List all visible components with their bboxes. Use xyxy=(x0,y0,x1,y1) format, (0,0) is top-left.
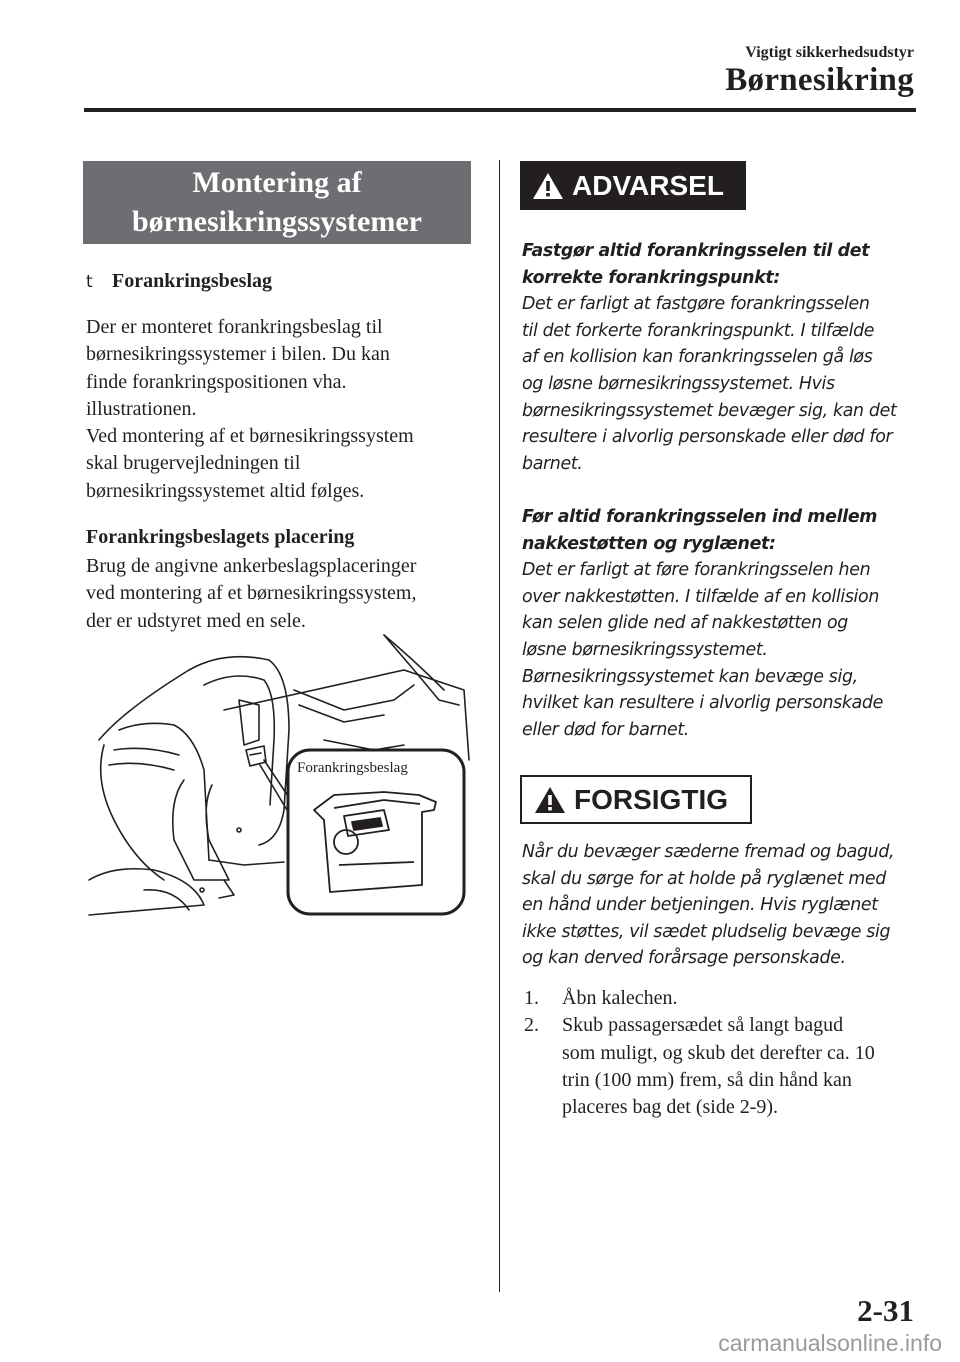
text-line: eller død for barnet. xyxy=(522,719,689,740)
warning-heading-line: korrekte forankringspunkt: xyxy=(522,267,781,288)
text-line: Det er farligt at fastgøre forankringsselen xyxy=(522,294,870,315)
text-line: af en kollision kan forankringsselen gå løs xyxy=(522,347,873,368)
text-line: Ved montering af et børnesikringssystem xyxy=(86,425,414,448)
text-line: placeres bag det (side 2-9). xyxy=(562,1096,779,1119)
warning-block-2 xyxy=(522,504,922,743)
step-number: 1. xyxy=(524,987,539,1009)
warning-badge xyxy=(520,161,746,210)
text-line: Der er monteret forankringsbeslag til xyxy=(86,316,383,338)
text-line: en hånd under betjeningen. Hvis ryglænet xyxy=(522,895,878,916)
warning-label: ADVARSEL xyxy=(572,169,724,201)
text-line: der er udstyret med en sele. xyxy=(86,609,306,632)
text-line: ved montering af et børnesikringssystem, xyxy=(86,582,417,605)
text-line: skal brugervejledningen til xyxy=(86,452,301,475)
bullet-heading-text: Forankringsbeslag xyxy=(112,270,273,292)
text-line: og løsne børnesikringssystemet. Hvis xyxy=(522,373,835,394)
text-line: kan selen glide ned af nakkestøtten og xyxy=(522,613,848,634)
warning-heading-line: nakkestøtten og ryglænet: xyxy=(522,533,776,554)
header-chapter-title: Børnesikring xyxy=(725,62,914,98)
text-line: Når du bevæger sæderne fremad og bagud, xyxy=(522,842,895,862)
bullet-mark: t xyxy=(86,272,93,292)
warning-triangle-icon xyxy=(532,172,564,200)
warning-block-1 xyxy=(522,238,922,477)
text-line: løsne børnesikringssystemet. xyxy=(522,639,768,660)
header-section-title: Vigtigt sikkerhedsudstyr xyxy=(745,44,914,61)
list-item xyxy=(524,985,924,1012)
text-line: over nakkestøtten. I tilfælde af en kollision xyxy=(522,586,879,607)
caution-badge xyxy=(520,775,752,824)
seat-illustration xyxy=(84,630,476,920)
section-title-line2: børnesikringssystemer xyxy=(132,205,422,238)
text-line: Det er farligt at føre forankringsselen hen xyxy=(522,560,871,581)
column-divider xyxy=(499,160,500,1292)
paragraph-intro xyxy=(86,314,486,505)
paragraph-placement xyxy=(86,553,486,635)
callout-label: Forankringsbeslag xyxy=(297,760,408,776)
bullet-heading xyxy=(86,270,272,293)
caution-text xyxy=(522,839,922,972)
text-line: illustrationen. xyxy=(86,397,197,420)
text-line: til det forkerte forankringspunkt. I tilfælde xyxy=(522,320,875,341)
text-line: Brug de angivne ankerbeslagsplaceringer xyxy=(86,555,417,577)
text-line: ikke støttes, vil sædet pludselig bevæge sig xyxy=(522,921,891,942)
seat-drawing xyxy=(84,630,476,920)
text-line: barnet. xyxy=(522,453,583,474)
caution-label: FORSIGTIG xyxy=(574,783,728,815)
text-line: resultere i alvorlig personskade eller død for xyxy=(522,427,893,448)
warning-heading-line: Før altid forankringsselen ind mellem xyxy=(522,507,878,527)
subheading: Forankringsbeslagets placering xyxy=(86,526,355,548)
text-line: og kan derved forårsage personskade. xyxy=(522,948,846,969)
text-line: Børnesikringssystemet kan bevæge sig, xyxy=(522,666,858,687)
text-line: Åbn kalechen. xyxy=(562,987,678,1009)
text-line: finde forankringspositionen vha. xyxy=(86,370,347,393)
text-line: som muligt, og skub det derefter ca. 10 xyxy=(562,1041,875,1064)
text-line: skal du sørge for at holde på ryglænet med xyxy=(522,868,886,889)
page-number: 2-31 xyxy=(857,1293,914,1328)
warning-heading-line: Fastgør altid forankringsselen til det xyxy=(522,241,870,261)
text-line: børnesikringssystemet bevæger sig, kan det xyxy=(522,400,897,421)
text-line: Skub passagersædet så langt bagud xyxy=(562,1014,844,1037)
watermark: carmanualsonline.info xyxy=(718,1330,942,1356)
header-rule xyxy=(84,108,916,112)
text-line: trin (100 mm) frem, så din hånd kan xyxy=(562,1068,852,1091)
text-line: hvilket kan resultere i alvorlig personskade xyxy=(522,693,883,714)
caution-triangle-icon xyxy=(534,786,566,814)
list-item xyxy=(524,1012,924,1121)
section-title-box xyxy=(83,161,471,244)
steps-list xyxy=(524,985,924,1121)
text-line: børnesikringssystemer i bilen. Du kan xyxy=(86,343,390,366)
step-number: 2. xyxy=(524,1014,539,1037)
section-title-line1: Montering af xyxy=(192,166,362,199)
text-line: børnesikringssystemet altid følges. xyxy=(86,479,365,502)
